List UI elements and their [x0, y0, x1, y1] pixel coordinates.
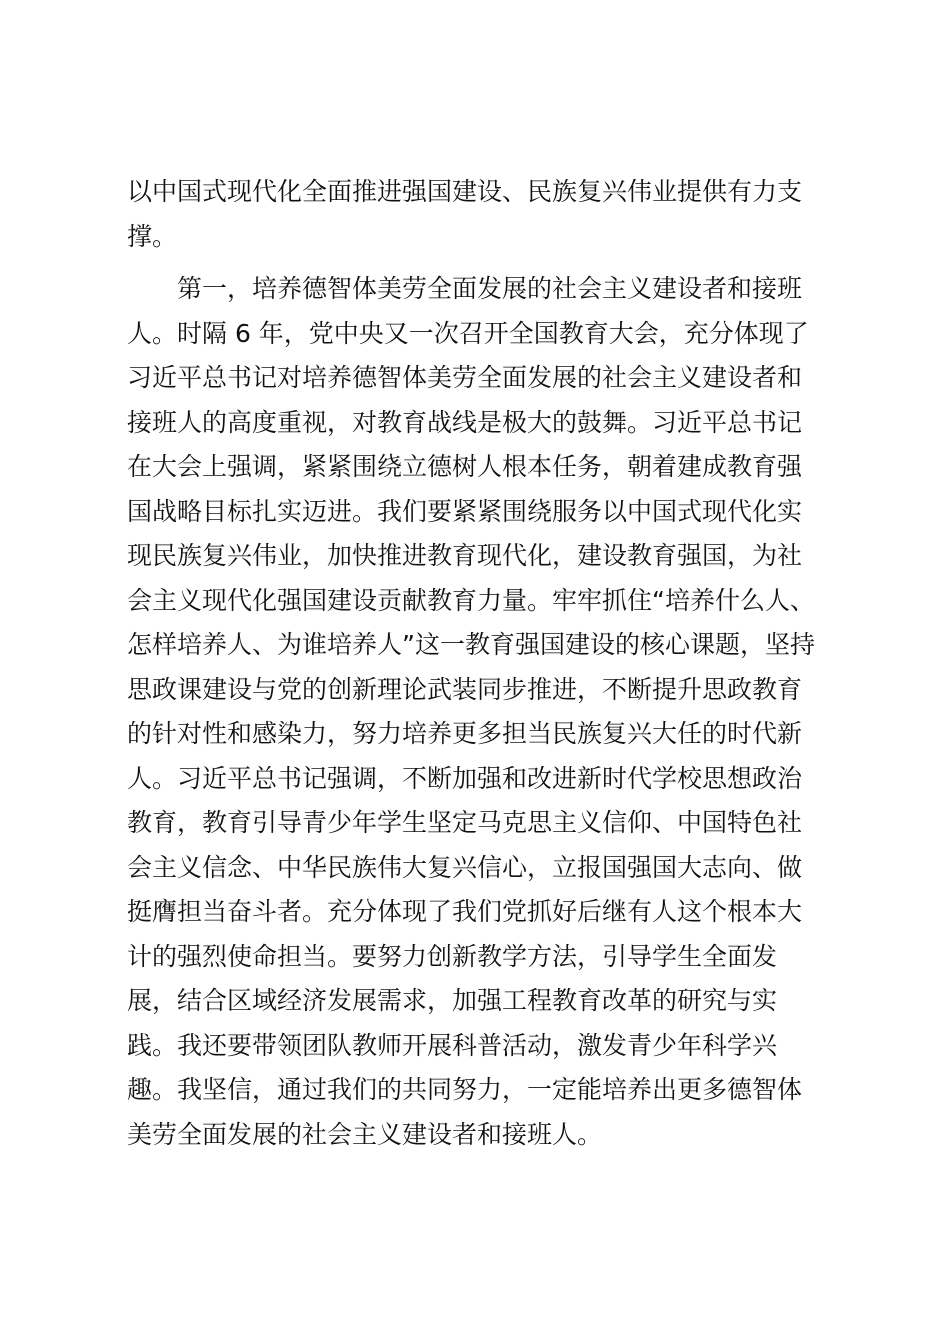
text-line: 接班人的高度重视，对教育战线是极大的鼓舞。习近平总书记: [127, 407, 803, 437]
paragraph-2: [127, 267, 827, 1157]
text-line: 人。时隔 6 年，党中央又一次召开全国教育大会，充分体现了: [127, 318, 809, 348]
text-line: 国战略目标扎实迈进。我们要紧紧围绕服务以中国式现代化实: [127, 496, 803, 526]
text-line: 人。习近平总书记强调，不断加强和改进新时代学校思想政治: [127, 763, 803, 793]
paragraph-1: [127, 170, 827, 259]
text-line: 思政课建设与党的创新理论武装同步推进，不断提升思政教育: [127, 674, 803, 704]
text-line: 计的强烈使命担当。要努力创新教学方法，引导学生全面发: [127, 941, 778, 971]
text-line: 撑。: [127, 221, 178, 251]
text-line: 习近平总书记对培养德智体美劳全面发展的社会主义建设者和: [127, 363, 803, 392]
text-line: 会主义现代化强国建设贡献教育力量。牢牢抓住“培养什么人、: [127, 585, 815, 615]
text-line: 践。我还要带领团队教师开展科普活动，激发青少年科学兴: [127, 1030, 778, 1060]
text-line: 的针对性和感染力，努力培养更多担当民族复兴大任的时代新: [127, 719, 803, 748]
text-line: 展，结合区域经济发展需求，加强工程教育改革的研究与实: [127, 986, 778, 1015]
body-text: [127, 170, 827, 1157]
text-line: 挺膺担当奋斗者。充分体现了我们党抓好后继有人这个根本大: [127, 897, 803, 926]
text-line: 美劳全面发展的社会主义建设者和接班人。: [127, 1119, 603, 1149]
text-line: 在大会上强调，紧紧围绕立德树人根本任务，朝着建成教育强: [127, 452, 803, 481]
text-line: 第一，培养德智体美劳全面发展的社会主义建设者和接班: [127, 274, 803, 303]
text-line: 趣。我坚信，通过我们的共同努力，一定能培养出更多德智体: [127, 1075, 803, 1104]
text-line: 现民族复兴伟业，加快推进教育现代化，建设教育强国，为社: [127, 541, 803, 570]
text-line: 以中国式现代化全面推进强国建设、民族复兴伟业提供有力支: [127, 177, 803, 206]
text-line: 教育，教育引导青少年学生坚定马克思主义信仰、中国特色社: [127, 808, 803, 837]
text-line: 会主义信念、中华民族伟大复兴信心，立报国强国大志向、做: [127, 852, 803, 882]
text-line: 怎样培养人、为谁培养人”这一教育强国建设的核心课题，坚持: [127, 630, 815, 659]
